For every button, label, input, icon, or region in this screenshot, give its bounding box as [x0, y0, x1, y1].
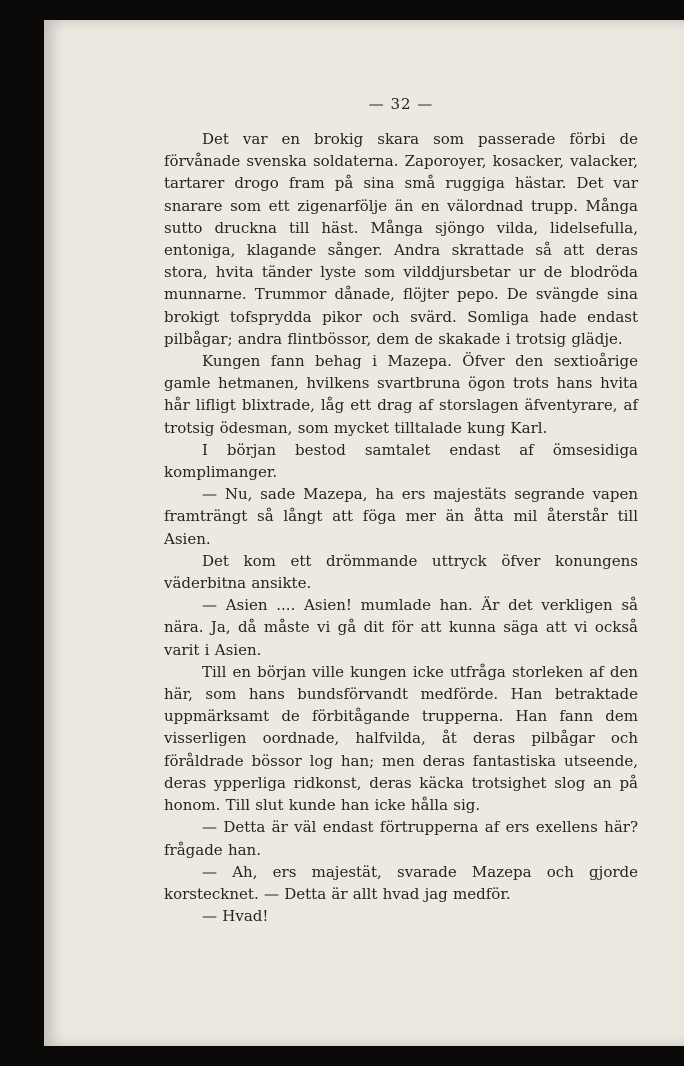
- paragraph: Kungen fann behag i Mazepa. Öfver den sextioårige gamle hetmanen, hvilkens svartbruna ögon trots hans hvita hår lifligt blixtrade, låg ett drag af storslagen äfventyrare, af trotsig ödesman, som mycket tilltalade kung Karl.: [164, 352, 638, 437]
- paragraph: — Hvad!: [202, 907, 269, 926]
- paragraph: I början bestod samtalet endast af ömsesidiga komplimanger.: [164, 440, 638, 482]
- book-page: [44, 20, 684, 1046]
- paragraph: Till en början ville kungen icke utfråga storleken af den här, som hans bundsförvandt medförde. Han betraktade uppmärksamt de förbitågande trupperna. Han fann dem visserligen oordnade, halfvilda, åt deras pilbågar och föråldrade bössor log han; men deras fantastiska utseende, deras ypperliga ridkonst, deras käcka trotsighet slog an på honom. Till slut kunde han icke hålla sig.: [164, 662, 638, 815]
- paragraph: — Nu, sade Mazepa, ha ers majestäts segrande vapen framträngt så långt att föga mer än åtta mil återstår till Asien.: [164, 485, 638, 548]
- paragraph: — Detta är väl endast förtrupperna af ers exellens här? frågade han.: [164, 818, 638, 859]
- paragraph: Det kom ett drömmande uttryck öfver konungens väderbitna ansikte.: [164, 551, 638, 593]
- paragraph: — Ah, ers majestät, svarade Mazepa och gjorde korstecknet. — Detta är allt hvad jag medför.: [164, 862, 638, 903]
- paragraph: Det var en brokig skara som passerade förbi de förvånade svenska soldaterna. Zaporoyer, kosacker, valacker, tartarer drogo fram på sina små ruggiga hästar. Det var snarare som ett zigenarfölje än en välordnad trupp. Många sutto druckna till häst. Många sjöngo vilda, lidelsefulla, entoniga, klagande sånger. Andra skrattade så att deras stora, hvita tänder lyste som vilddjursbetar ur de blodröda munnarne. Trummor dånade, flöjter pepo. De svängde sina brokigt tofsprydda pikor och svärd. Somliga hade endast pilbågar; andra flintbössor, dem de skakade i trotsig glädje.: [164, 130, 638, 348]
- page-text-block: [164, 94, 638, 927]
- paragraph: — Asien .... Asien! mumlade han. Är det verkligen så nära. Ja, då måste vi gå dit för att kunna säga att vi också varit i Asien.: [164, 596, 638, 659]
- page-number: — 32 —: [368, 95, 434, 113]
